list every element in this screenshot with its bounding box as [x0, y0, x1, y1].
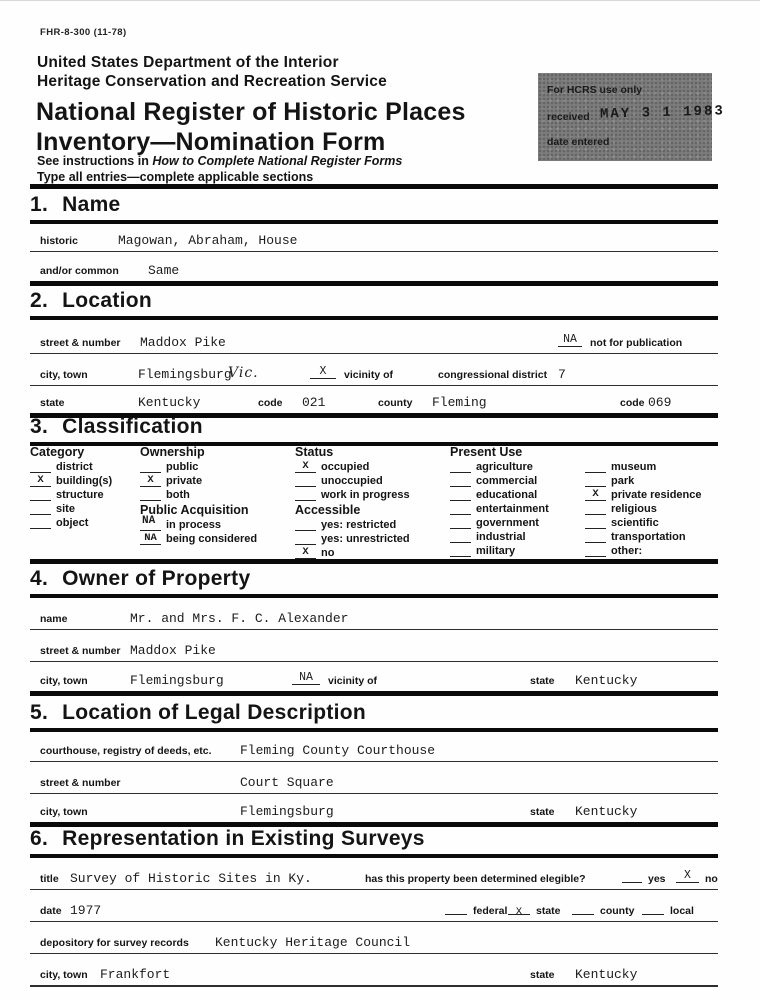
present-use-items-2 — [585, 461, 718, 559]
field-row-street-number — [30, 323, 718, 354]
legal-street-value: Court Square — [240, 775, 334, 790]
checkbox-item — [585, 545, 718, 559]
depository-label: depository for survey records — [40, 937, 189, 949]
vicinity-blank: X — [310, 366, 336, 379]
common-value: Same — [148, 263, 180, 278]
section-2-heading: 2. Location — [30, 289, 718, 320]
common-label: and/or common — [40, 265, 119, 277]
checkbox-item — [30, 461, 138, 475]
checkbox-label: museum — [611, 461, 657, 473]
checkbox-blank — [295, 533, 316, 545]
public-acquisition-heading: Public Acquisition NA — [140, 503, 249, 527]
courthouse-label: courthouse, registry of deeds, etc. — [40, 745, 212, 757]
ownership-heading: Ownership — [140, 445, 205, 459]
historic-value: Magowan, Abraham, House — [118, 233, 298, 248]
status-heading: Status — [295, 445, 334, 459]
present-use-items-1 — [450, 461, 583, 559]
checkbox-label: yes: unrestricted — [321, 533, 410, 545]
section-5-heading: 5. Location of Legal Description — [30, 701, 718, 732]
survey-title-label: title — [40, 873, 59, 885]
checkbox-blank — [450, 503, 471, 515]
category-heading: Category — [30, 445, 85, 459]
field-row-survey-date — [30, 891, 718, 922]
state-value: Kentucky — [138, 395, 201, 410]
checkbox-blank — [450, 517, 471, 529]
owner-state-label: state — [530, 675, 555, 687]
checkbox-label: private — [166, 475, 203, 487]
ownership-items — [140, 461, 292, 503]
checkbox-blank — [450, 531, 471, 543]
checkbox-item — [450, 531, 583, 545]
section-6-heading: 6. Representation in Existing Surveys — [30, 827, 718, 858]
checkbox-item — [585, 489, 718, 503]
agency-line-2: Heritage Conservation and Recreation Service — [37, 73, 387, 90]
eligible-no-label: no — [705, 873, 718, 885]
checkbox-label: agriculture — [476, 461, 533, 473]
legal-state-label: state — [530, 806, 555, 818]
form-title-line-1: National Register of Historic Places — [36, 98, 466, 126]
field-row-legal-street — [30, 763, 718, 794]
survey-city-label: city, town — [40, 969, 88, 981]
checkbox-label: site — [56, 503, 75, 515]
state-label: state — [40, 397, 65, 409]
checkbox-item — [450, 489, 583, 503]
checkbox-label: work in progress — [321, 489, 410, 501]
checkbox-item — [295, 547, 447, 561]
field-row-owner-street — [30, 631, 718, 662]
checkbox-label: religious — [611, 503, 657, 515]
checkbox-label: both — [166, 489, 190, 501]
instructions-italic: How to Complete National Register Forms — [152, 154, 403, 168]
federal-label: federal — [473, 905, 508, 917]
checkbox-item — [140, 533, 292, 547]
public-acquisition-na-mark: NA — [142, 515, 156, 527]
checkbox-blank — [585, 531, 606, 543]
owner-city-label: city, town — [40, 675, 88, 687]
street-label: street & number — [40, 337, 121, 349]
checkbox-item — [30, 517, 138, 531]
checkbox-label: building(s) — [56, 475, 113, 487]
form-title-line-2: Inventory—Nomination Form — [36, 128, 386, 156]
checkbox-label: district — [56, 461, 93, 473]
status-items — [295, 461, 447, 503]
field-row-owner-name — [30, 599, 718, 630]
checkbox-blank: X — [295, 547, 316, 559]
field-row-survey-title — [30, 859, 718, 890]
eligible-question-label: has this property been determined elegible? — [365, 873, 586, 885]
checkbox-item — [450, 503, 583, 517]
owner-vicinity-label: vicinity of — [328, 675, 378, 687]
field-row-historic-name — [30, 223, 718, 252]
instructions-line-2: Type all entries—complete applicable sections — [37, 170, 314, 184]
not-for-publication-blank: NA — [558, 334, 582, 347]
checkbox-item — [450, 517, 583, 531]
checkbox-blank — [585, 545, 606, 557]
checkbox-label: park — [611, 475, 635, 487]
stamp-use-only-label: For HCRS use only — [547, 84, 643, 96]
checkbox-blank — [30, 503, 51, 515]
checkbox-blank — [140, 489, 161, 501]
checkbox-blank — [585, 475, 606, 487]
hcrs-stamp-box — [538, 73, 726, 161]
form-instructions — [37, 153, 402, 185]
city-value: Flemingsburg — [138, 367, 232, 382]
status-column — [295, 445, 447, 561]
checkbox-label: transportation — [611, 531, 686, 543]
survey-title-value: Survey of Historic Sites in Ky. — [70, 871, 312, 886]
street-value: Maddox Pike — [140, 335, 226, 350]
present-use-spacer — [585, 445, 718, 461]
county-code-value: 069 — [648, 395, 672, 410]
header-rule — [30, 184, 718, 189]
public-acquisition-items — [140, 519, 292, 547]
checkbox-label: unoccupied — [321, 475, 383, 487]
checkbox-blank — [450, 489, 471, 501]
historic-label: historic — [40, 235, 78, 247]
present-use-heading: Present Use — [450, 445, 523, 459]
checkbox-item — [585, 503, 718, 517]
congressional-district-label: congressional district — [438, 369, 548, 381]
state-code-value: 021 — [302, 395, 326, 410]
local-level-blank — [642, 902, 664, 915]
field-row-survey-city — [30, 955, 718, 987]
checkbox-label: private residence — [611, 489, 702, 501]
stamp-date-entered-label: date entered — [547, 136, 610, 148]
survey-state-value: Kentucky — [575, 967, 638, 982]
checkbox-blank — [30, 489, 51, 501]
local-level-label: local — [670, 905, 694, 917]
owner-state-value: Kentucky — [575, 673, 638, 688]
state-level-label: state — [536, 905, 561, 917]
checkbox-item — [585, 475, 718, 489]
checkbox-label: object — [56, 517, 89, 529]
checkbox-blank: X — [140, 475, 161, 487]
field-row-common-name — [30, 253, 718, 286]
field-row-courthouse — [30, 731, 718, 762]
checkbox-label: educational — [476, 489, 538, 501]
survey-state-label: state — [530, 969, 555, 981]
owner-vicinity-blank: NA — [292, 672, 320, 685]
checkbox-label: other: — [611, 545, 643, 557]
stamp-received-label: received — [547, 111, 590, 123]
survey-city-value: Frankfort — [100, 967, 171, 982]
not-for-publication-label: not for publication — [590, 337, 683, 349]
checkbox-blank — [30, 461, 51, 473]
checkbox-item — [30, 503, 138, 517]
form-number: FHR-8-300 (11-78) — [40, 27, 127, 38]
survey-date-value: 1977 — [70, 903, 102, 918]
classification-grid — [30, 445, 718, 564]
checkbox-blank: X — [30, 475, 51, 487]
depository-value: Kentucky Heritage Council — [215, 935, 411, 950]
field-row-depository — [30, 923, 718, 954]
field-row-owner-city — [30, 663, 718, 696]
checkbox-item — [450, 545, 583, 559]
checkbox-label: being considered — [166, 533, 258, 545]
checkbox-item — [295, 533, 447, 547]
legal-city-label: city, town — [40, 806, 88, 818]
owner-street-label: street & number — [40, 645, 121, 657]
stamp-received-date: MAY 3 1 1983 — [599, 103, 726, 123]
owner-name-label: name — [40, 613, 68, 625]
checkbox-label: military — [476, 545, 516, 557]
checkbox-blank — [295, 519, 316, 531]
survey-date-label: date — [40, 905, 62, 917]
field-row-state-county — [30, 387, 718, 418]
checkbox-label: yes: restricted — [321, 519, 397, 531]
checkbox-blank — [450, 545, 471, 557]
section-1-heading: 1. Name — [30, 193, 718, 224]
owner-city-value: Flemingsburg — [130, 673, 224, 688]
agency-lines — [37, 53, 387, 91]
checkbox-label: structure — [56, 489, 104, 501]
owner-street-value: Maddox Pike — [130, 643, 216, 658]
checkbox-blank — [30, 517, 51, 529]
checkbox-label: government — [476, 517, 539, 529]
checkbox-label: in process — [166, 519, 222, 531]
checkbox-blank: X — [295, 461, 316, 473]
field-row-legal-city — [30, 795, 718, 827]
checkbox-blank — [585, 503, 606, 515]
county-label: county — [378, 397, 413, 409]
checkbox-blank: NA — [140, 533, 161, 545]
state-code-label: code — [258, 397, 283, 409]
checkbox-item — [30, 489, 138, 503]
checkbox-blank — [585, 517, 606, 529]
checkbox-label: entertainment — [476, 503, 549, 515]
checkbox-item — [450, 461, 583, 475]
present-use-column-2 — [585, 445, 718, 559]
form-title — [36, 97, 466, 157]
county-code-label: code — [620, 397, 645, 409]
county-value: Fleming — [432, 395, 487, 410]
checkbox-blank — [295, 489, 316, 501]
accessible-heading: Accessible — [295, 503, 361, 517]
checkbox-item — [295, 519, 447, 533]
congressional-district-value: 7 — [558, 367, 566, 382]
checkbox-blank — [295, 475, 316, 487]
category-items — [30, 461, 138, 531]
city-handwritten-note: Vic. — [228, 365, 259, 381]
checkbox-item — [140, 461, 292, 475]
checkbox-item — [140, 475, 292, 489]
accessible-items — [295, 519, 447, 561]
vicinity-label: vicinity of — [344, 369, 394, 381]
checkbox-blank: X — [585, 489, 606, 501]
checkbox-item — [30, 475, 138, 489]
checkbox-item — [450, 475, 583, 489]
legal-street-label: street & number — [40, 777, 121, 789]
checkbox-label: no — [321, 547, 335, 559]
present-use-column-1 — [450, 445, 583, 559]
checkbox-label: scientific — [611, 517, 659, 529]
agency-line-1: United States Department of the Interior — [37, 54, 339, 71]
checkbox-item — [585, 461, 718, 475]
section-3-heading: 3. Classification — [30, 415, 718, 446]
checkbox-item — [585, 517, 718, 531]
checkbox-blank — [450, 461, 471, 473]
checkbox-item — [295, 489, 447, 503]
checkbox-item — [585, 531, 718, 545]
instructions-line-1: See instructions in How to Complete National Register Forms — [37, 154, 403, 168]
checkbox-item — [140, 519, 292, 533]
federal-blank — [445, 902, 467, 915]
city-label: city, town — [40, 369, 88, 381]
checkbox-blank — [450, 475, 471, 487]
owner-name-value: Mr. and Mrs. F. C. Alexander — [130, 611, 349, 626]
section-4-heading: 4. Owner of Property — [30, 567, 718, 598]
courthouse-value: Fleming County Courthouse — [240, 743, 436, 758]
county-level-label: county — [600, 905, 635, 917]
checkbox-label: industrial — [476, 531, 526, 543]
legal-state-value: Kentucky — [575, 804, 638, 819]
field-row-city-town — [30, 355, 718, 386]
ownership-column — [140, 445, 292, 547]
eligible-yes-blank — [622, 870, 642, 883]
checkbox-label: public — [166, 461, 199, 473]
checkbox-item — [295, 461, 447, 475]
checkbox-label: commercial — [476, 475, 538, 487]
state-level-blank: x — [508, 902, 530, 915]
checkbox-blank — [140, 461, 161, 473]
checkbox-label: occupied — [321, 461, 370, 473]
eligible-no-blank: X — [676, 870, 699, 883]
checkbox-item — [140, 489, 292, 503]
category-column — [30, 445, 138, 531]
checkbox-item — [295, 475, 447, 489]
county-level-blank — [572, 902, 594, 915]
legal-city-value: Flemingsburg — [240, 804, 334, 819]
checkbox-blank — [585, 461, 606, 473]
eligible-yes-label: yes — [648, 873, 666, 885]
